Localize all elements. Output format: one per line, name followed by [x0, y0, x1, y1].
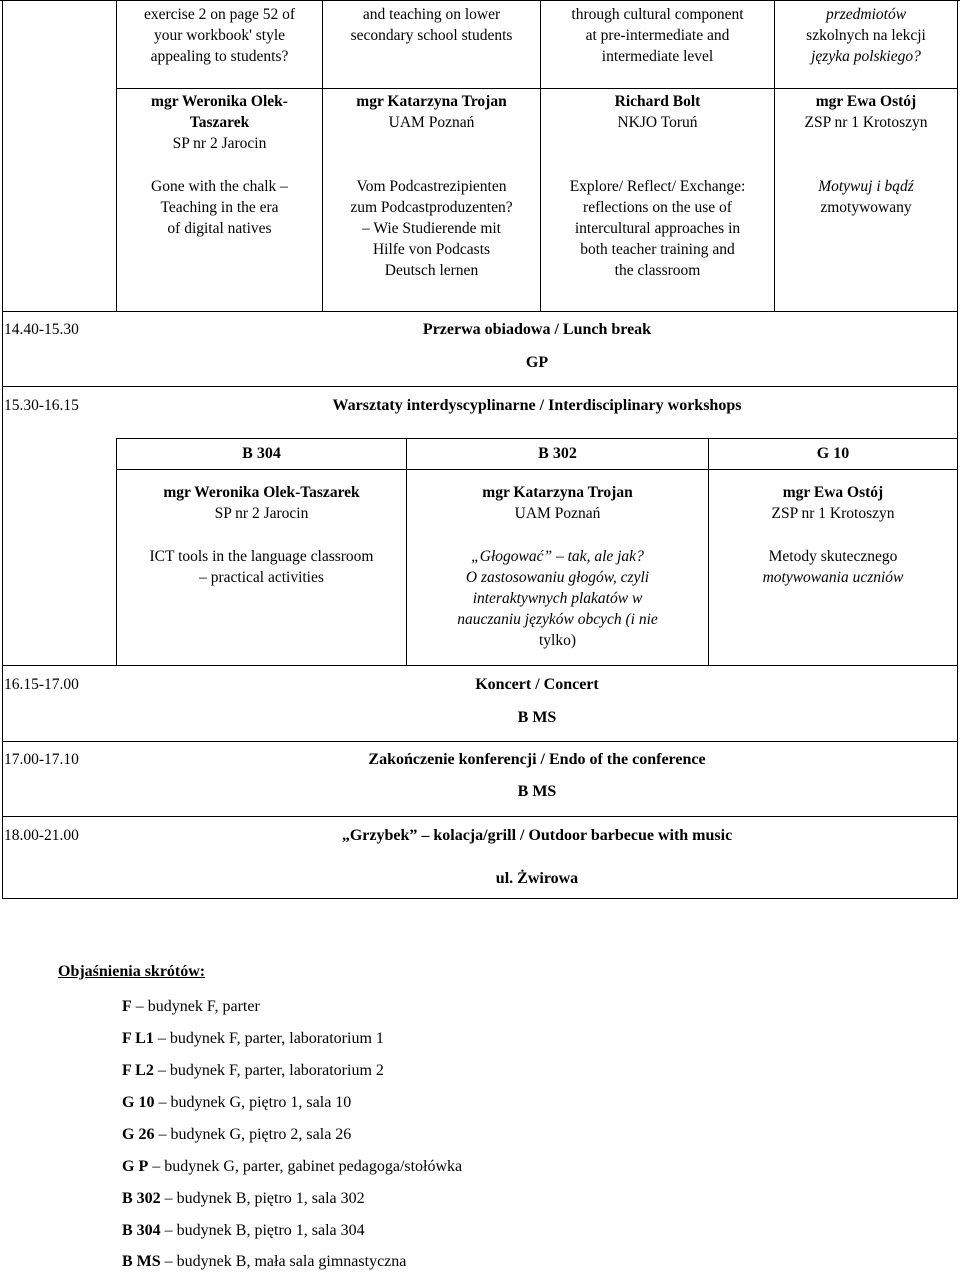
text-line: Motywuj i bądź	[818, 178, 914, 195]
text-line: of digital natives	[167, 220, 272, 237]
text-line: „Głogować” – tak, ale jak?	[471, 548, 644, 565]
topic-cell	[323, 176, 540, 281]
text-line: Teaching in the era	[160, 199, 279, 216]
workshop-speaker-cell	[117, 482, 406, 524]
session-location: B MS	[517, 709, 557, 726]
legend-desc: – budynek B, piętro 1, sala 302	[160, 1190, 365, 1207]
session-title-cell	[775, 4, 957, 67]
time-slot: 18.00-21.00	[4, 827, 79, 844]
session-location: GP	[525, 354, 549, 371]
legend-item	[122, 1221, 365, 1241]
legend-desc: – budynek F, parter, laboratorium 2	[153, 1062, 384, 1079]
table-border	[2, 0, 3, 899]
legend-desc: – budynek B, mała sala gimnastyczna	[160, 1253, 407, 1270]
legend-item	[122, 1029, 384, 1049]
text-line: reflections on the use of	[583, 199, 732, 216]
text-line: tylko)	[538, 632, 577, 649]
text-line: Vom Podcastrezipienten	[356, 178, 507, 195]
session-location: ul. Żwirowa	[495, 870, 579, 887]
text-line: przedmiotów	[825, 6, 907, 23]
row-divider	[2, 665, 958, 666]
session-location: B MS	[517, 783, 557, 800]
topic-cell	[775, 176, 957, 218]
text-line: intermediate level	[601, 48, 714, 65]
text-line: interaktywnych plakatów w	[472, 590, 643, 607]
workshop-speaker-cell	[709, 482, 957, 524]
text-line: ICT tools in the language classroom	[149, 548, 374, 565]
speaker-cell	[775, 91, 957, 133]
session-title: Przerwa obiadowa / Lunch break	[422, 321, 652, 338]
session-title-cell	[117, 4, 322, 67]
row-divider	[116, 438, 958, 439]
text-line: through cultural component	[571, 6, 744, 23]
room-label: B 304	[242, 445, 281, 462]
legend-item	[122, 1252, 406, 1272]
text-line: O zastosowaniu głogów, czyli	[465, 569, 650, 586]
legend-key: G 10	[122, 1094, 155, 1111]
legend-desc: – budynek G, parter, gabinet pedagoga/stołówka	[148, 1158, 463, 1175]
speaker-cell	[541, 91, 774, 133]
legend-key: B 302	[122, 1190, 161, 1207]
legend-desc: – budynek F, parter	[131, 998, 260, 1015]
workshop-speaker-cell	[407, 482, 708, 524]
speaker-affiliation: NKJO Toruń	[617, 114, 698, 131]
speaker-affiliation: SP nr 2 Jarocin	[172, 135, 267, 152]
workshop-topic-cell	[117, 546, 406, 588]
row-divider	[2, 311, 958, 312]
speaker-name: mgr Katarzyna Trojan	[482, 484, 633, 501]
text-line: Explore/ Reflect/ Exchange:	[569, 178, 746, 195]
legend-key: F L2	[122, 1062, 154, 1079]
text-line: motywowania uczniów	[762, 569, 904, 586]
topic-cell	[541, 176, 774, 281]
time-slot: 14.40-15.30	[4, 321, 79, 338]
speaker-name: mgr Ewa Ostój	[782, 484, 884, 501]
legend-item	[122, 1157, 462, 1177]
speaker-cell	[323, 91, 540, 133]
text-line: intercultural approaches in	[574, 220, 741, 237]
speaker-affiliation: SP nr 2 Jarocin	[214, 505, 309, 522]
table-border	[0, 0, 960, 1]
legend-item	[122, 997, 260, 1017]
text-line: Gone with the chalk –	[151, 178, 288, 195]
legend-item	[122, 1189, 365, 1209]
text-line: Hilfe von Podcasts	[372, 241, 491, 258]
speaker-affiliation: ZSP nr 1 Krotoszyn	[804, 114, 928, 131]
text-line: Deutsch lernen	[384, 262, 479, 279]
text-line: appealing to students?	[150, 48, 289, 65]
legend-key: G 26	[122, 1126, 155, 1143]
legend-desc: – budynek F, parter, laboratorium 1	[153, 1030, 384, 1047]
topic-cell	[117, 176, 322, 239]
row-divider	[2, 741, 958, 742]
legend-desc: – budynek B, piętro 1, sala 304	[160, 1222, 365, 1239]
text-line: nauczaniu języków obcych (i nie	[457, 611, 658, 628]
session-title-cell	[541, 4, 774, 67]
text-line: zum Podcastproduzenten?	[350, 199, 513, 216]
text-line: exercise 2 on page 52 of	[143, 6, 296, 23]
table-border	[2, 898, 958, 899]
text-line: – Wie Studierende mit	[362, 220, 501, 237]
legend-desc: – budynek G, piętro 2, sala 26	[154, 1126, 352, 1143]
row-divider	[116, 469, 958, 470]
text-line: zmotywowany	[820, 199, 912, 216]
speaker-name: mgr Weronika Olek-Taszarek	[163, 484, 360, 501]
time-slot: 17.00-17.10	[4, 751, 79, 768]
speaker-affiliation: UAM Poznań	[514, 505, 601, 522]
workshop-topic-cell	[709, 546, 957, 588]
session-title: Warsztaty interdyscyplinarne / Interdisciplinary workshops	[332, 397, 742, 414]
session-title: Koncert / Concert	[475, 676, 599, 693]
room-label: G 10	[816, 445, 850, 462]
workshop-topic-cell	[407, 546, 708, 651]
row-divider	[2, 816, 958, 817]
text-line: – practical activities	[199, 569, 324, 586]
row-divider	[116, 88, 958, 89]
session-title: „Grzybek” – kolacja/grill / Outdoor barbecue with music	[341, 827, 733, 844]
text-line: the classroom	[614, 262, 701, 279]
text-line: Metody skutecznego	[768, 548, 898, 565]
text-line: szkolnych na lekcji	[806, 27, 926, 44]
text-line: both teacher training and	[580, 241, 735, 258]
text-line: języka polskiego?	[811, 48, 921, 65]
legend-item	[122, 1125, 351, 1145]
session-title: Zakończenie konferencji / Endo of the conference	[368, 751, 706, 768]
session-title-cell	[323, 4, 540, 46]
legend-desc: – budynek G, piętro 1, sala 10	[154, 1094, 352, 1111]
speaker-name: mgr Katarzyna Trojan	[356, 93, 507, 110]
legend-title: Objaśnienia skrótów:	[58, 963, 206, 980]
speaker-cell	[117, 91, 322, 154]
legend-key: B 304	[122, 1222, 161, 1239]
time-slot: 15.30-16.15	[4, 397, 79, 414]
legend-key: B MS	[122, 1253, 161, 1270]
time-slot: 16.15-17.00	[4, 676, 79, 693]
legend-item	[122, 1061, 384, 1081]
speaker-name: mgr Weronika Olek-	[151, 93, 288, 110]
row-divider	[2, 386, 958, 387]
text-line: and teaching on lower	[362, 6, 501, 23]
speaker-name: mgr Ewa Ostój	[815, 93, 917, 110]
text-line: at pre-intermediate and	[585, 27, 730, 44]
legend-key: G P	[122, 1158, 149, 1175]
room-label: B 302	[538, 445, 577, 462]
speaker-name: Richard Bolt	[614, 93, 701, 110]
text-line: secondary school students	[350, 27, 513, 44]
text-line: your workbook' style	[153, 27, 286, 44]
speaker-affiliation: ZSP nr 1 Krotoszyn	[771, 505, 895, 522]
legend-key: F	[122, 998, 132, 1015]
speaker-affiliation: UAM Poznań	[388, 114, 475, 131]
speaker-name: Taszarek	[189, 114, 250, 131]
legend-key: F L1	[122, 1030, 154, 1047]
legend-item	[122, 1093, 351, 1113]
